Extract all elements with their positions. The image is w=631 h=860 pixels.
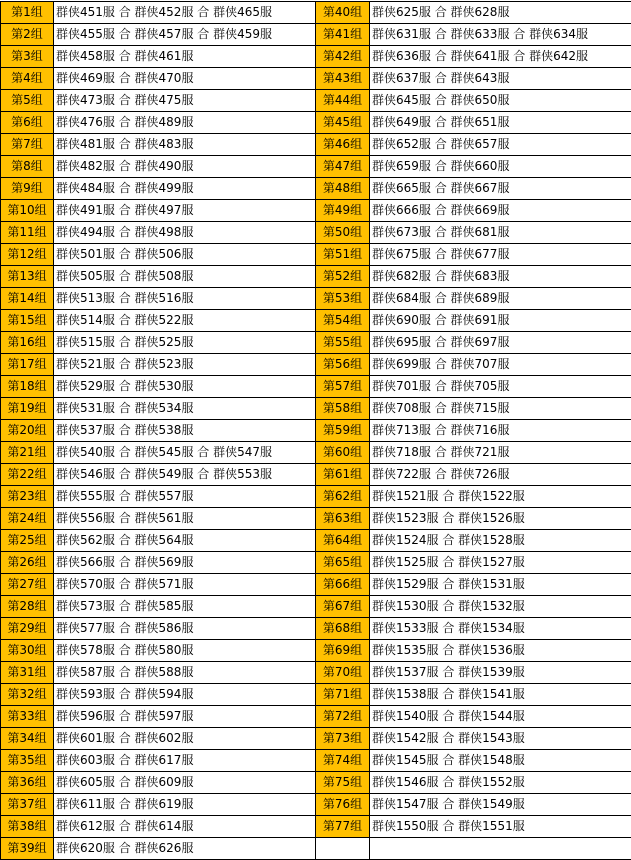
group-servers: 群侠690服 合 群侠691服 <box>370 310 631 332</box>
table-row <box>1 90 631 112</box>
group-label: 第44组 <box>316 90 370 112</box>
table-row <box>1 354 631 376</box>
group-label: 第43组 <box>316 68 370 90</box>
table-row <box>1 200 631 222</box>
table-row <box>1 244 631 266</box>
group-servers: 群侠652服 合 群侠657服 <box>370 134 631 156</box>
group-servers: 群侠491服 合 群侠497服 <box>54 200 316 222</box>
group-label: 第76组 <box>316 794 370 816</box>
group-label: 第63组 <box>316 508 370 530</box>
group-label: 第55组 <box>316 332 370 354</box>
group-label: 第56组 <box>316 354 370 376</box>
group-servers: 群侠556服 合 群侠561服 <box>54 508 316 530</box>
group-servers: 群侠645服 合 群侠650服 <box>370 90 631 112</box>
group-servers: 群侠625服 合 群侠628服 <box>370 2 631 24</box>
group-servers: 群侠1535服 合 群侠1536服 <box>370 640 631 662</box>
group-label: 第6组 <box>1 112 54 134</box>
group-servers: 群侠596服 合 群侠597服 <box>54 706 316 728</box>
table-row <box>1 398 631 420</box>
table-row <box>1 574 631 596</box>
group-servers: 群侠484服 合 群侠499服 <box>54 178 316 200</box>
group-servers: 群侠684服 合 群侠689服 <box>370 288 631 310</box>
group-label: 第50组 <box>316 222 370 244</box>
group-servers: 群侠1533服 合 群侠1534服 <box>370 618 631 640</box>
table-row <box>1 420 631 442</box>
table-row <box>1 816 631 838</box>
group-label: 第4组 <box>1 68 54 90</box>
group-servers: 群侠722服 合 群侠726服 <box>370 464 631 486</box>
group-label: 第11组 <box>1 222 54 244</box>
group-label: 第28组 <box>1 596 54 618</box>
group-servers: 群侠603服 合 群侠617服 <box>54 750 316 772</box>
table-row <box>1 332 631 354</box>
group-servers: 群侠513服 合 群侠516服 <box>54 288 316 310</box>
group-label: 第47组 <box>316 156 370 178</box>
group-label: 第1组 <box>1 2 54 24</box>
group-label: 第34组 <box>1 728 54 750</box>
group-label: 第12组 <box>1 244 54 266</box>
table-row <box>1 838 631 860</box>
group-label: 第75组 <box>316 772 370 794</box>
group-label: 第19组 <box>1 398 54 420</box>
group-label: 第61组 <box>316 464 370 486</box>
group-servers: 群侠1550服 合 群侠1551服 <box>370 816 631 838</box>
group-servers: 群侠458服 合 群侠461服 <box>54 46 316 68</box>
group-servers: 群侠555服 合 群侠557服 <box>54 486 316 508</box>
group-servers: 群侠505服 合 群侠508服 <box>54 266 316 288</box>
table-row <box>1 640 631 662</box>
table-row <box>1 794 631 816</box>
group-label: 第73组 <box>316 728 370 750</box>
group-label: 第71组 <box>316 684 370 706</box>
group-servers: 群侠469服 合 群侠470服 <box>54 68 316 90</box>
group-servers: 群侠708服 合 群侠715服 <box>370 398 631 420</box>
group-servers: 群侠515服 合 群侠525服 <box>54 332 316 354</box>
empty-cell <box>316 838 370 860</box>
group-servers: 群侠570服 合 群侠571服 <box>54 574 316 596</box>
group-label: 第27组 <box>1 574 54 596</box>
table-row <box>1 46 631 68</box>
group-servers: 群侠476服 合 群侠489服 <box>54 112 316 134</box>
group-label: 第54组 <box>316 310 370 332</box>
group-label: 第13组 <box>1 266 54 288</box>
group-label: 第53组 <box>316 288 370 310</box>
group-servers: 群侠1540服 合 群侠1544服 <box>370 706 631 728</box>
table-body <box>1 2 631 860</box>
group-label: 第46组 <box>316 134 370 156</box>
group-servers: 群侠1537服 合 群侠1539服 <box>370 662 631 684</box>
group-label: 第9组 <box>1 178 54 200</box>
table-row <box>1 310 631 332</box>
group-label: 第64组 <box>316 530 370 552</box>
group-servers: 群侠1547服 合 群侠1549服 <box>370 794 631 816</box>
group-servers: 群侠573服 合 群侠585服 <box>54 596 316 618</box>
group-servers: 群侠666服 合 群侠669服 <box>370 200 631 222</box>
table-row <box>1 662 631 684</box>
group-label: 第70组 <box>316 662 370 684</box>
group-servers: 群侠494服 合 群侠498服 <box>54 222 316 244</box>
table-row <box>1 706 631 728</box>
group-servers: 群侠566服 合 群侠569服 <box>54 552 316 574</box>
group-label: 第57组 <box>316 376 370 398</box>
group-label: 第24组 <box>1 508 54 530</box>
table-row <box>1 618 631 640</box>
group-label: 第59组 <box>316 420 370 442</box>
group-servers: 群侠1523服 合 群侠1526服 <box>370 508 631 530</box>
group-servers: 群侠521服 合 群侠523服 <box>54 354 316 376</box>
group-servers: 群侠695服 合 群侠697服 <box>370 332 631 354</box>
group-servers: 群侠1524服 合 群侠1528服 <box>370 530 631 552</box>
group-label: 第14组 <box>1 288 54 310</box>
table-row <box>1 68 631 90</box>
group-servers: 群侠529服 合 群侠530服 <box>54 376 316 398</box>
table-row <box>1 750 631 772</box>
merge-groups-table <box>0 1 631 860</box>
table-row <box>1 772 631 794</box>
group-servers: 群侠540服 合 群侠545服 合 群侠547服 <box>54 442 316 464</box>
group-label: 第68组 <box>316 618 370 640</box>
group-servers: 群侠611服 合 群侠619服 <box>54 794 316 816</box>
group-servers: 群侠675服 合 群侠677服 <box>370 244 631 266</box>
table-row <box>1 24 631 46</box>
group-servers: 群侠578服 合 群侠580服 <box>54 640 316 662</box>
group-label: 第21组 <box>1 442 54 464</box>
group-servers: 群侠601服 合 群侠602服 <box>54 728 316 750</box>
group-servers: 群侠546服 合 群侠549服 合 群侠553服 <box>54 464 316 486</box>
group-label: 第22组 <box>1 464 54 486</box>
table-row <box>1 156 631 178</box>
group-label: 第37组 <box>1 794 54 816</box>
group-label: 第8组 <box>1 156 54 178</box>
group-label: 第51组 <box>316 244 370 266</box>
group-servers: 群侠637服 合 群侠643服 <box>370 68 631 90</box>
group-label: 第38组 <box>1 816 54 838</box>
table-row <box>1 288 631 310</box>
group-label: 第41组 <box>316 24 370 46</box>
group-label: 第39组 <box>1 838 54 860</box>
group-servers: 群侠665服 合 群侠667服 <box>370 178 631 200</box>
group-servers: 群侠701服 合 群侠705服 <box>370 376 631 398</box>
group-label: 第2组 <box>1 24 54 46</box>
group-servers: 群侠514服 合 群侠522服 <box>54 310 316 332</box>
table-row <box>1 464 631 486</box>
table-row <box>1 178 631 200</box>
group-label: 第36组 <box>1 772 54 794</box>
group-servers: 群侠631服 合 群侠633服 合 群侠634服 <box>370 24 631 46</box>
group-servers: 群侠713服 合 群侠716服 <box>370 420 631 442</box>
table-row <box>1 552 631 574</box>
group-label: 第3组 <box>1 46 54 68</box>
group-label: 第23组 <box>1 486 54 508</box>
group-servers: 群侠659服 合 群侠660服 <box>370 156 631 178</box>
group-servers: 群侠620服 合 群侠626服 <box>54 838 316 860</box>
group-servers: 群侠537服 合 群侠538服 <box>54 420 316 442</box>
group-servers: 群侠673服 合 群侠681服 <box>370 222 631 244</box>
group-servers: 群侠1542服 合 群侠1543服 <box>370 728 631 750</box>
group-label: 第62组 <box>316 486 370 508</box>
table-row <box>1 266 631 288</box>
group-label: 第66组 <box>316 574 370 596</box>
group-servers: 群侠699服 合 群侠707服 <box>370 354 631 376</box>
group-servers: 群侠1530服 合 群侠1532服 <box>370 596 631 618</box>
group-servers: 群侠531服 合 群侠534服 <box>54 398 316 420</box>
table-row <box>1 112 631 134</box>
table-row <box>1 596 631 618</box>
group-label: 第17组 <box>1 354 54 376</box>
table-row <box>1 728 631 750</box>
group-servers: 群侠718服 合 群侠721服 <box>370 442 631 464</box>
table-row <box>1 486 631 508</box>
group-servers: 群侠1525服 合 群侠1527服 <box>370 552 631 574</box>
group-label: 第7组 <box>1 134 54 156</box>
group-label: 第33组 <box>1 706 54 728</box>
group-label: 第5组 <box>1 90 54 112</box>
group-servers: 群侠1521服 合 群侠1522服 <box>370 486 631 508</box>
group-servers: 群侠1546服 合 群侠1552服 <box>370 772 631 794</box>
group-label: 第15组 <box>1 310 54 332</box>
group-label: 第52组 <box>316 266 370 288</box>
empty-cell <box>370 838 631 860</box>
group-label: 第25组 <box>1 530 54 552</box>
group-label: 第16组 <box>1 332 54 354</box>
group-label: 第45组 <box>316 112 370 134</box>
group-label: 第74组 <box>316 750 370 772</box>
group-servers: 群侠481服 合 群侠483服 <box>54 134 316 156</box>
group-label: 第42组 <box>316 46 370 68</box>
group-servers: 群侠1545服 合 群侠1548服 <box>370 750 631 772</box>
group-servers: 群侠577服 合 群侠586服 <box>54 618 316 640</box>
group-label: 第65组 <box>316 552 370 574</box>
table-row <box>1 222 631 244</box>
group-label: 第30组 <box>1 640 54 662</box>
group-servers: 群侠451服 合 群侠452服 合 群侠465服 <box>54 2 316 24</box>
group-label: 第20组 <box>1 420 54 442</box>
group-servers: 群侠605服 合 群侠609服 <box>54 772 316 794</box>
table-row <box>1 376 631 398</box>
group-servers: 群侠649服 合 群侠651服 <box>370 112 631 134</box>
group-servers: 群侠1538服 合 群侠1541服 <box>370 684 631 706</box>
group-label: 第58组 <box>316 398 370 420</box>
group-servers: 群侠501服 合 群侠506服 <box>54 244 316 266</box>
group-label: 第10组 <box>1 200 54 222</box>
group-servers: 群侠473服 合 群侠475服 <box>54 90 316 112</box>
group-servers: 群侠593服 合 群侠594服 <box>54 684 316 706</box>
group-servers: 群侠682服 合 群侠683服 <box>370 266 631 288</box>
group-label: 第60组 <box>316 442 370 464</box>
group-servers: 群侠587服 合 群侠588服 <box>54 662 316 684</box>
group-servers: 群侠1529服 合 群侠1531服 <box>370 574 631 596</box>
group-servers: 群侠455服 合 群侠457服 合 群侠459服 <box>54 24 316 46</box>
group-label: 第69组 <box>316 640 370 662</box>
group-servers: 群侠612服 合 群侠614服 <box>54 816 316 838</box>
group-label: 第77组 <box>316 816 370 838</box>
table-row <box>1 134 631 156</box>
group-label: 第49组 <box>316 200 370 222</box>
group-label: 第31组 <box>1 662 54 684</box>
group-servers: 群侠562服 合 群侠564服 <box>54 530 316 552</box>
table-row <box>1 530 631 552</box>
group-label: 第26组 <box>1 552 54 574</box>
group-label: 第29组 <box>1 618 54 640</box>
group-label: 第67组 <box>316 596 370 618</box>
group-label: 第48组 <box>316 178 370 200</box>
group-servers: 群侠636服 合 群侠641服 合 群侠642服 <box>370 46 631 68</box>
group-label: 第32组 <box>1 684 54 706</box>
group-label: 第35组 <box>1 750 54 772</box>
group-label: 第72组 <box>316 706 370 728</box>
table-row <box>1 442 631 464</box>
table-row <box>1 2 631 24</box>
group-label: 第18组 <box>1 376 54 398</box>
group-label: 第40组 <box>316 2 370 24</box>
table-row <box>1 508 631 530</box>
group-servers: 群侠482服 合 群侠490服 <box>54 156 316 178</box>
table-row <box>1 684 631 706</box>
